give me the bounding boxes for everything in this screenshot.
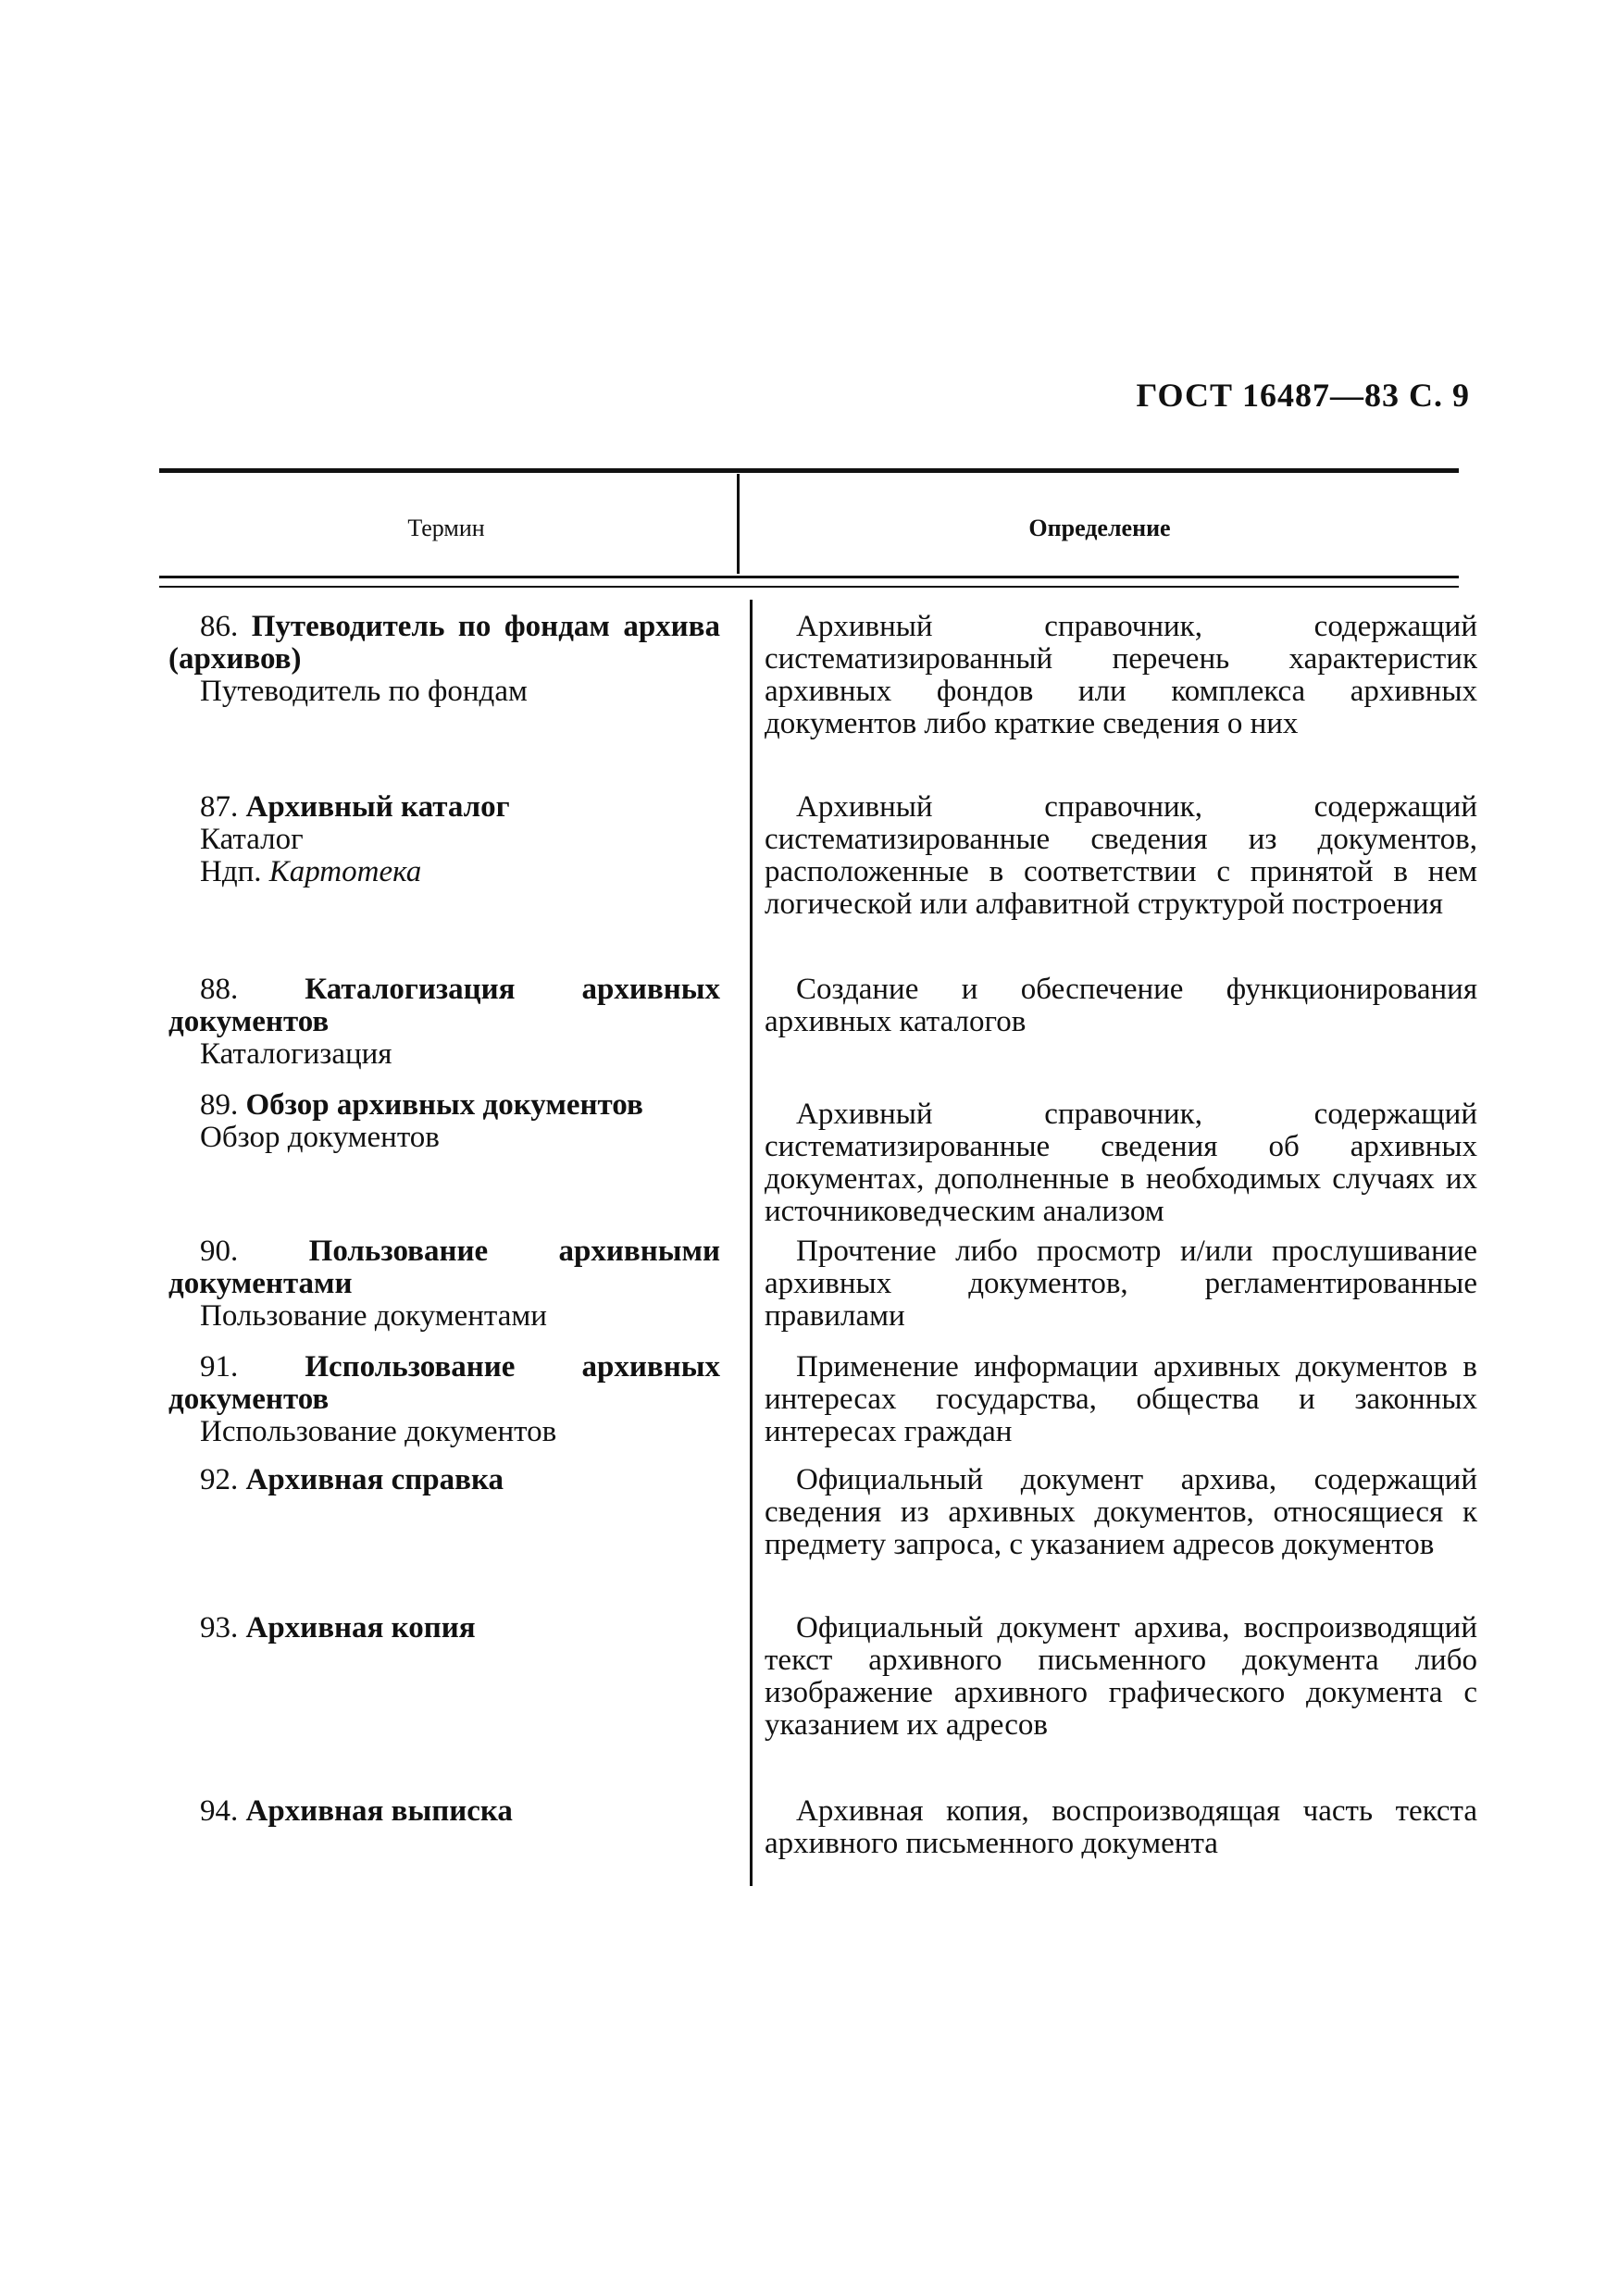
page-header: ГОСТ 16487—83 С. 9 [1136, 377, 1470, 414]
term-text: Путеводитель по фондам архива (архивов) [168, 610, 721, 676]
term-text: Архивная справка [245, 1463, 504, 1496]
term-title [168, 1464, 720, 1496]
term-title [168, 1235, 720, 1300]
term-cell [168, 1612, 720, 1644]
term-title [168, 1612, 720, 1644]
term-synonym: Обзор документов [200, 1121, 440, 1154]
ndp-label: Ндп. [200, 855, 262, 888]
term-cell [168, 1795, 720, 1828]
term-cell [168, 974, 720, 1071]
column-header-term: Термин [407, 515, 485, 541]
definition-text: Архивный справочник, содержащий систематизированные сведения из документов, расположенные в соответствии с принятой в нем логической или алфавитной структурой построения [765, 790, 1477, 921]
header-bottom-rule-thin [159, 586, 1459, 588]
term-number: 92. [200, 1463, 239, 1496]
definition-text: Архивный справочник, содержащий систематизированный перечень характеристик архивных фондов или комплекса архивных документов либо краткие сведения о них [765, 610, 1477, 740]
term-text: Пользование архивными документами [168, 1235, 720, 1300]
term-synonym: Пользование документами [200, 1299, 547, 1333]
ndp-value: Картотека [268, 855, 422, 888]
term-cell [168, 1089, 720, 1154]
definition-cell [765, 1795, 1477, 1860]
term-cell [168, 611, 720, 708]
term-synonym: Использование документов [200, 1415, 557, 1448]
term-title [168, 791, 720, 824]
definition-cell [765, 611, 1477, 740]
term-cell [168, 1235, 720, 1333]
term-synonym: Каталогизация [200, 1037, 392, 1071]
definition-cell [765, 1098, 1477, 1228]
term-text: Обзор архивных документов [245, 1088, 643, 1122]
term-number: 88. [200, 973, 239, 1006]
term-number: 91. [200, 1350, 239, 1384]
term-number: 89. [200, 1088, 239, 1122]
definition-text: Прочтение либо просмотр и/или прослушивание архивных документов, регламентированные правилами [765, 1235, 1477, 1333]
header-bottom-rule [159, 576, 1459, 578]
term-text: Архивная копия [245, 1611, 476, 1644]
term-number: 86. [200, 610, 239, 643]
definition-cell [765, 1612, 1477, 1742]
term-title [168, 611, 720, 676]
term-text: Архивный каталог [245, 790, 510, 824]
term-cell [168, 791, 720, 888]
term-text: Архивная выписка [245, 1794, 513, 1828]
term-title [168, 974, 720, 1038]
term-title [168, 1795, 720, 1828]
definition-text: Применение информации архивных документов в интересах государства, общества и законных интересах граждан [765, 1350, 1477, 1448]
term-number: 93. [200, 1611, 239, 1644]
term-title [168, 1351, 720, 1416]
definition-cell [765, 791, 1477, 921]
term-text: Каталогизация архивных документов [168, 973, 720, 1038]
term-title [168, 1089, 720, 1122]
term-number: 90. [200, 1235, 239, 1268]
column-header-definition: Определение [1028, 515, 1171, 541]
definition-cell [765, 1464, 1477, 1561]
term-synonym: Путеводитель по фондам [200, 675, 528, 708]
body-column-divider [750, 600, 753, 1886]
definition-cell [765, 974, 1477, 1038]
term-ndp [168, 856, 720, 888]
term-number: 87. [200, 790, 239, 824]
term-cell [168, 1351, 720, 1448]
term-synonym: Каталог [200, 823, 304, 856]
definition-cell [765, 1235, 1477, 1333]
definition-text: Архивный справочник, содержащий систематизированные сведения об архивных документах, дополненные в необходимых случаях их источниковедческим анализом [765, 1098, 1477, 1228]
definition-text: Официальный документ архива, воспроизводящий текст архивного письменного документа либо изображение архивного графического документа с указанием их адресов [765, 1611, 1477, 1742]
table-top-rule [159, 468, 1459, 473]
term-text: Использование архивных документов [168, 1350, 720, 1416]
definition-text: Архивная копия, воспроизводящая часть текста архивного письменного документа [765, 1794, 1477, 1860]
definition-text: Официальный документ архива, содержащий сведения из архивных документов, относящиеся к предмету запроса, с указанием адресов документов [765, 1463, 1477, 1561]
term-number: 94. [200, 1794, 239, 1828]
term-cell [168, 1464, 720, 1496]
definition-text: Создание и обеспечение функционирования архивных каталогов [765, 973, 1477, 1038]
definition-cell [765, 1351, 1477, 1448]
header-column-divider [737, 474, 740, 574]
